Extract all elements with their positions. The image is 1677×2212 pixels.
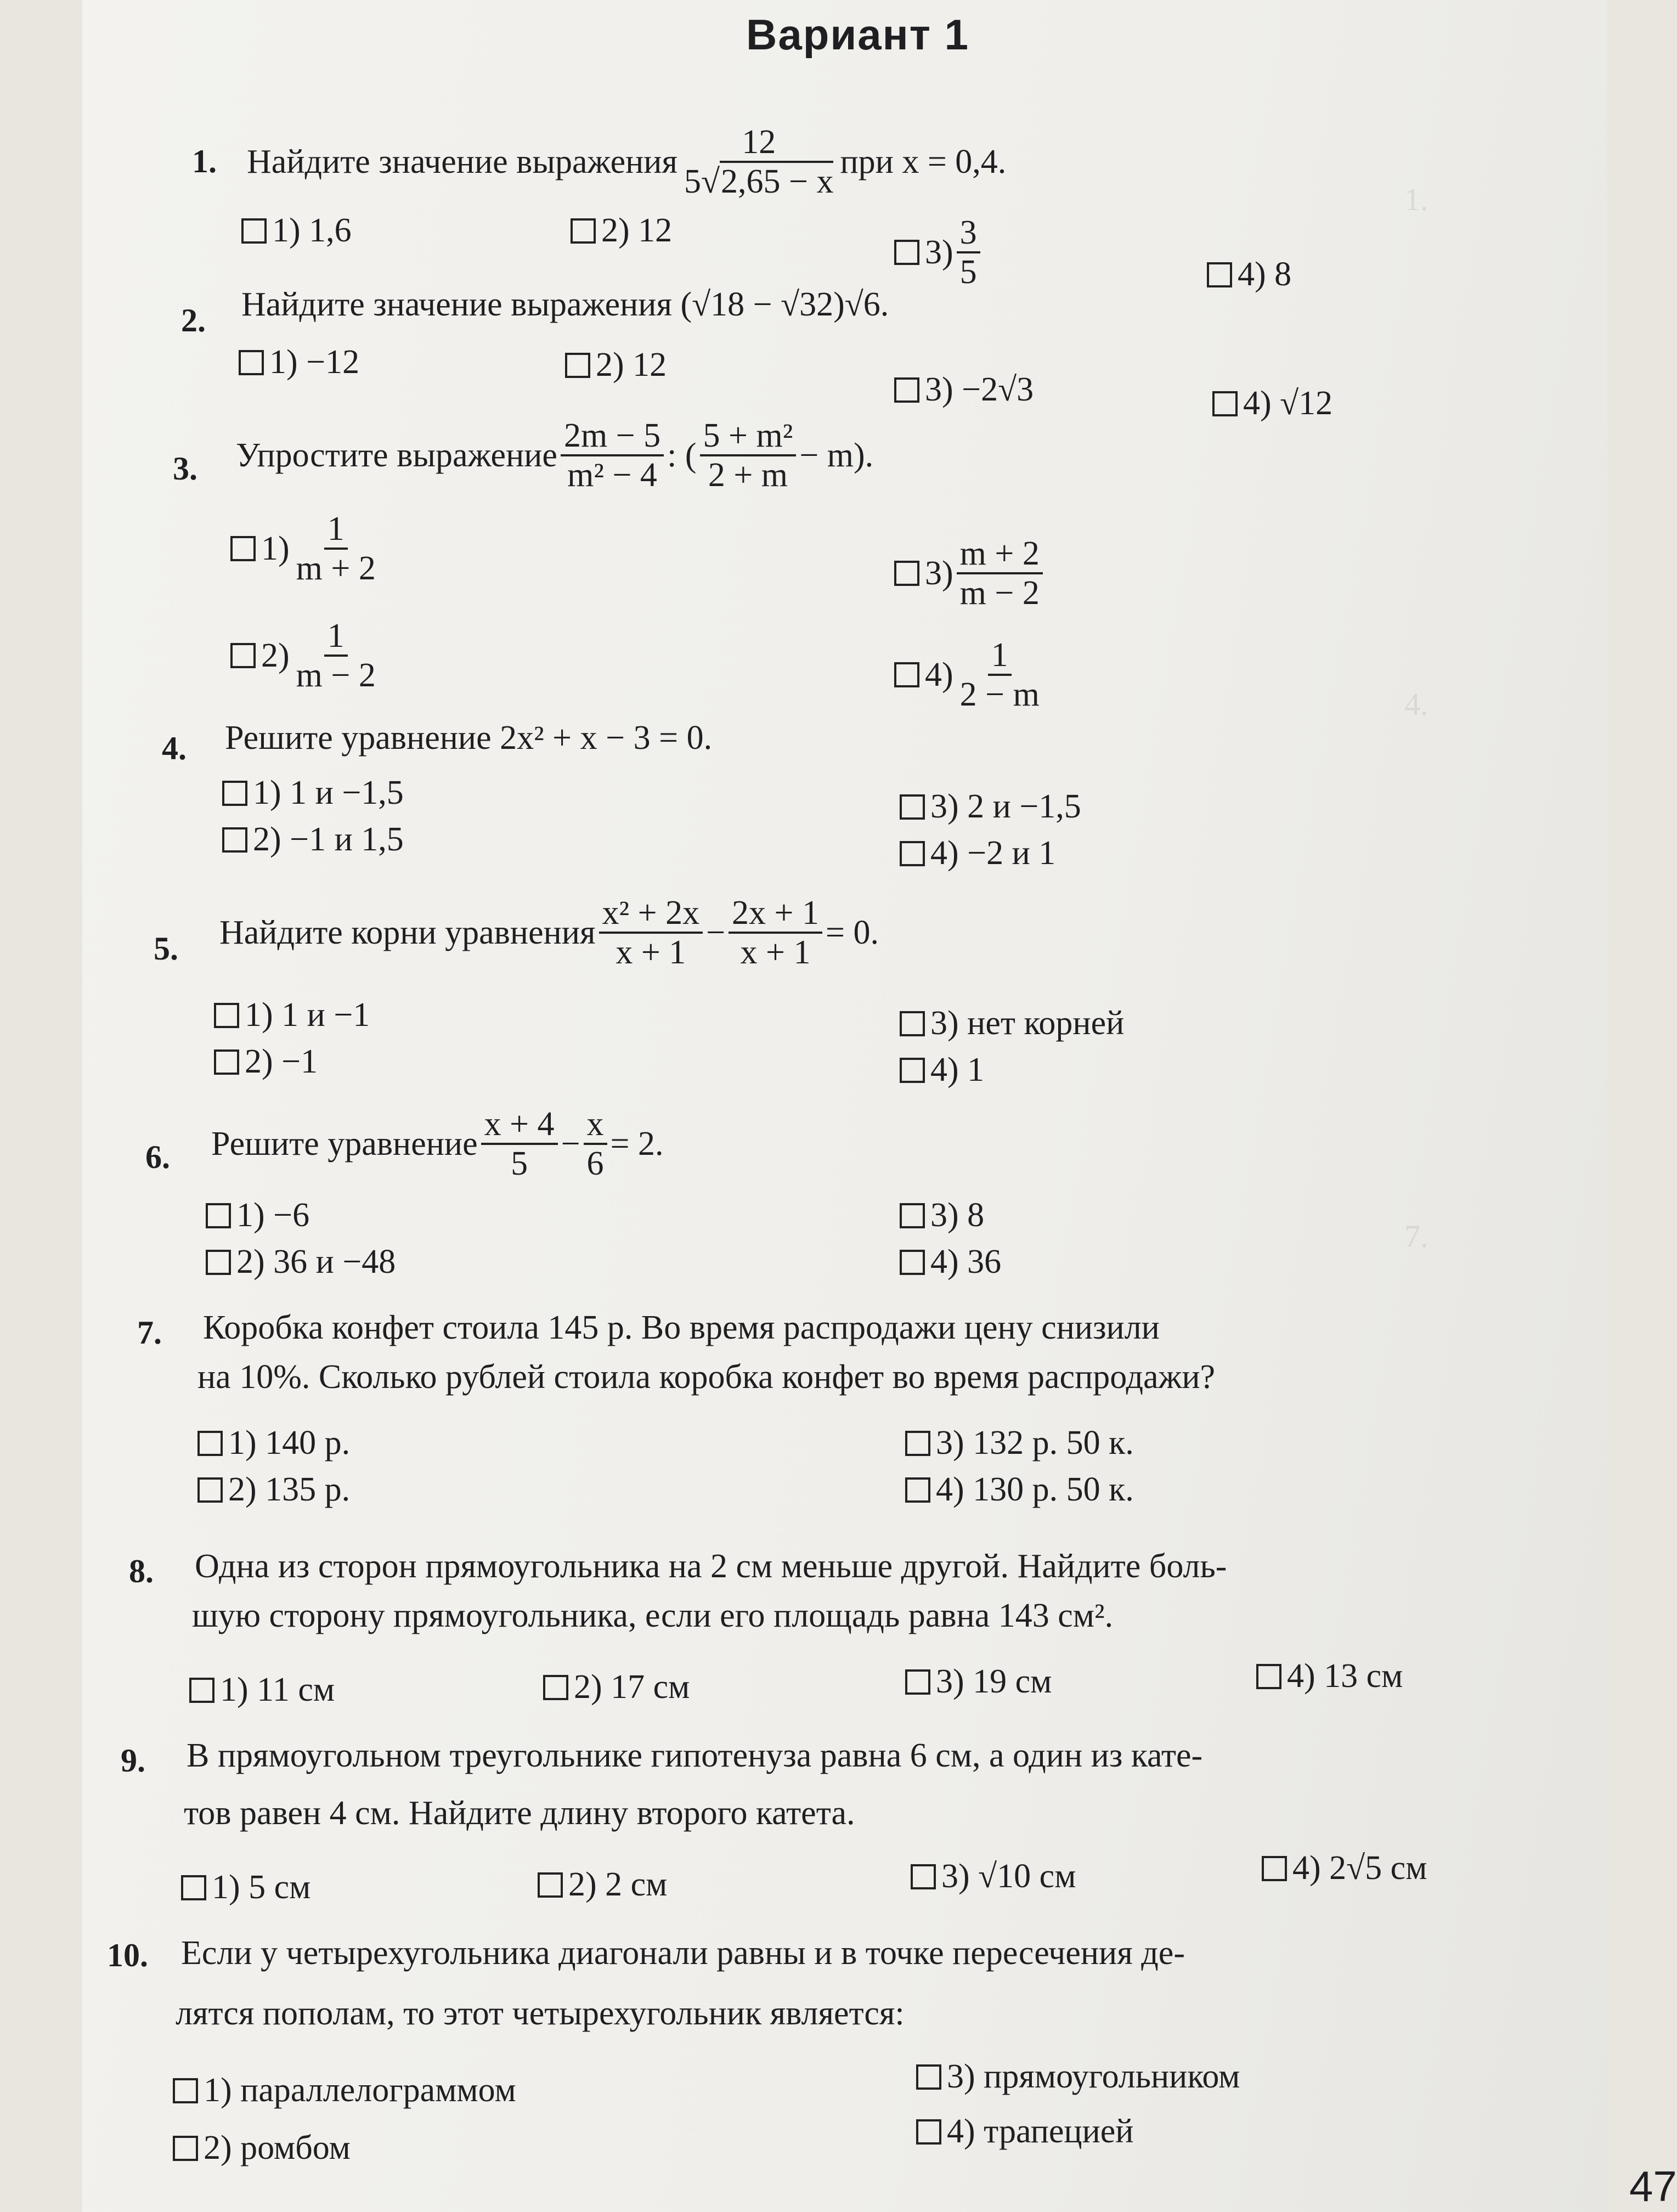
task-8-line-2: шую сторону прямоугольника, если его площадь равна 143 см². [192, 1597, 1114, 1634]
task-6-number: 6. [145, 1139, 170, 1175]
denominator: m² − 4 [567, 456, 657, 494]
checkbox[interactable] [214, 1003, 239, 1028]
task-7-number: 7. [137, 1314, 162, 1351]
checkbox[interactable] [905, 1431, 930, 1456]
task-3-number: 3. [173, 450, 197, 487]
task-4-number: 4. [162, 730, 187, 766]
task-8-option-3[interactable] [905, 1662, 1052, 1701]
checkbox[interactable] [543, 1675, 568, 1700]
checkbox[interactable] [197, 1477, 223, 1503]
task-2-option-3[interactable] [894, 370, 1034, 409]
checkbox[interactable] [222, 781, 247, 806]
task-5-tail: = 0. [826, 913, 879, 951]
task-1-option-1[interactable] [241, 211, 352, 250]
checkbox[interactable] [900, 1203, 925, 1228]
option-label: 1) параллелограммом [204, 2072, 516, 2109]
task-5-minus: − [706, 913, 726, 951]
option-label: 4) √12 [1243, 385, 1333, 422]
option-label: 4) 2√5 см [1292, 1849, 1427, 1887]
checkbox[interactable] [900, 1058, 925, 1083]
task-3-fraction-1 [561, 417, 664, 494]
denominator: x + 1 [616, 934, 686, 972]
option-label: 2) 2 см [568, 1866, 668, 1903]
task-2-number: 2. [181, 302, 206, 338]
option-label: 1) 140 р. [228, 1424, 351, 1462]
page-title: Вариант 1 [746, 10, 970, 59]
task-1-expression [681, 123, 837, 200]
task-3-tail: − m). [799, 436, 874, 474]
task-2-option-1[interactable] [239, 343, 359, 382]
checkbox[interactable] [900, 1011, 925, 1036]
task-8-line-1: Одна из сторон прямоугольника на 2 см меньше другой. Найдите боль- [195, 1548, 1227, 1585]
task-1-tail: при x = 0,4. [840, 143, 1007, 180]
denominator: 2 + m [708, 456, 788, 494]
task-6-question [211, 1105, 664, 1182]
checkbox[interactable] [1207, 262, 1232, 287]
show-through-text: 7. [1404, 1218, 1428, 1254]
denominator: m − 2 [959, 574, 1040, 612]
task-3-text: Упростите выражение [236, 436, 557, 474]
task-10-option-1[interactable] [173, 2071, 516, 2110]
task-1-option-4[interactable] [1207, 255, 1291, 294]
checkbox[interactable] [189, 1678, 214, 1703]
task-8-number: 8. [129, 1553, 154, 1589]
task-3-option-4[interactable] [894, 636, 1046, 713]
option-label: 2) 36 и −48 [236, 1243, 396, 1280]
checkbox[interactable] [900, 1250, 925, 1275]
checkbox[interactable] [206, 1250, 231, 1275]
option-label: 4) 1 [930, 1051, 985, 1088]
task-3-option-1[interactable] [230, 510, 382, 587]
task-7-line-1: Коробка конфет стоила 145 р. Во время распродажи цену снизили [203, 1309, 1160, 1346]
numerator: x² + 2x [599, 894, 703, 934]
option-fraction [293, 617, 379, 694]
task-3-divide-open: : ( [667, 436, 697, 474]
task-1-number: 1. [192, 143, 217, 179]
checkbox[interactable] [1212, 391, 1238, 416]
task-9-line-1: В прямоугольном треугольнике гипотенуза равна 6 см, а один из кате- [187, 1737, 1203, 1774]
option-label: 2) 17 см [574, 1668, 690, 1706]
task-4-question: Решите уравнение 2x² + x − 3 = 0. [225, 719, 713, 757]
task-5-option-2[interactable] [214, 1042, 318, 1081]
task-9-option-3[interactable] [911, 1857, 1076, 1896]
option-label: 3) [925, 233, 953, 271]
option-label: 1) 1,6 [272, 212, 352, 249]
numerator: 1 [988, 636, 1012, 676]
task-8-option-1[interactable] [189, 1671, 335, 1709]
checkbox[interactable] [905, 1477, 930, 1503]
option-label: 1) [261, 529, 290, 567]
task-5-option-1[interactable] [214, 996, 370, 1035]
option-label: 4) 8 [1238, 256, 1292, 293]
task-1-option-3[interactable] [894, 214, 984, 291]
checkbox[interactable] [230, 536, 256, 561]
task-1-expr-radicand: 2,65 − x [720, 161, 833, 200]
checkbox[interactable] [239, 350, 264, 375]
task-9-option-4[interactable] [1262, 1849, 1427, 1888]
option-label: 3) 132 р. 50 к. [936, 1424, 1134, 1462]
option-label: 3) 8 [930, 1197, 985, 1234]
show-through-text: 1. [1404, 182, 1428, 217]
option-label: 4) [925, 656, 953, 693]
task-5-text: Найдите корни уравнения [219, 913, 596, 951]
task-6-option-4[interactable] [900, 1243, 1001, 1282]
task-9-number: 9. [121, 1742, 145, 1779]
option-label: 3) 19 см [936, 1663, 1052, 1700]
checkbox[interactable] [1256, 1664, 1281, 1689]
checkbox[interactable] [1262, 1856, 1287, 1881]
task-7-option-2[interactable] [197, 1470, 350, 1509]
task-1-text: Найдите значение выражения [247, 143, 677, 180]
numerator: 3 [957, 214, 980, 253]
option-label: 4) 36 [930, 1243, 1002, 1280]
task-6-tail: = 2. [610, 1125, 664, 1163]
task-5-fraction-2 [729, 894, 822, 971]
task-1-expr-numerator: 12 [738, 123, 779, 163]
checkbox[interactable] [214, 1049, 239, 1075]
page-number: 47 [1629, 2162, 1677, 2210]
option-label: 1) 1 и −1 [245, 996, 370, 1034]
task-9-option-2[interactable] [538, 1865, 667, 1904]
task-5-fraction-1 [599, 894, 703, 971]
option-label: 3) √10 см [941, 1858, 1076, 1895]
task-8-option-4[interactable] [1256, 1657, 1403, 1696]
option-label: 3) нет корней [930, 1005, 1125, 1042]
denominator: 6 [586, 1145, 604, 1183]
option-label: 3) прямоугольником [947, 2058, 1240, 2095]
numerator: 2x + 1 [729, 894, 822, 934]
task-2-option-4[interactable] [1212, 384, 1332, 423]
denominator: m + 2 [296, 550, 376, 588]
option-label: 1) −12 [269, 343, 360, 381]
task-1-expr-coef: 5 [684, 163, 701, 201]
checkbox[interactable] [571, 218, 596, 244]
checkbox[interactable] [538, 1872, 563, 1898]
option-label: 3) 2 и −1,5 [930, 788, 1081, 825]
option-label: 4) 13 см [1287, 1657, 1403, 1695]
option-label: 2) −1 [245, 1043, 318, 1080]
checkbox[interactable] [565, 353, 590, 378]
task-1-expr-denominator: 5√2,65 − x [681, 163, 837, 200]
option-label: 1) −6 [236, 1197, 310, 1234]
task-3-option-3[interactable] [894, 535, 1046, 612]
checkbox[interactable] [181, 1875, 206, 1900]
task-7-line-2: на 10%. Сколько рублей стоила коробка конфет во время распродажи? [197, 1358, 1216, 1396]
numerator: 1 [324, 510, 348, 550]
task-2-option-2[interactable] [565, 346, 667, 385]
checkbox[interactable] [173, 2078, 198, 2103]
denominator: 2 − m [959, 676, 1040, 714]
checkbox[interactable] [905, 1669, 930, 1695]
task-6-minus: − [561, 1125, 580, 1163]
option-fraction [957, 636, 1043, 713]
denominator: m − 2 [296, 657, 376, 695]
numerator: x + 4 [481, 1105, 558, 1145]
task-10-option-2[interactable] [173, 2129, 351, 2168]
numerator: 2m − 5 [561, 417, 664, 456]
checkbox[interactable] [916, 2064, 941, 2090]
option-fraction [957, 535, 1043, 612]
task-3-fraction-2 [700, 417, 797, 494]
checkbox[interactable] [916, 2119, 941, 2145]
option-label: 4) трапецией [947, 2113, 1134, 2150]
checkbox[interactable] [911, 1864, 936, 1889]
task-9-line-2: тов равен 4 см. Найдите длину второго катета. [184, 1795, 855, 1832]
task-6-fraction-2 [584, 1105, 607, 1182]
task-5-option-3[interactable] [900, 1004, 1124, 1043]
task-10-option-4[interactable] [916, 2112, 1133, 2151]
numerator: x [584, 1105, 607, 1145]
task-1-question [247, 123, 1006, 200]
task-4-option-3[interactable] [900, 787, 1081, 826]
option-label: 3) [925, 554, 953, 592]
option-label: 4) −2 и 1 [930, 834, 1056, 872]
checkbox[interactable] [222, 827, 247, 853]
option-fraction [293, 510, 379, 587]
task-5-option-4[interactable] [900, 1051, 984, 1090]
task-3-question [236, 417, 873, 494]
task-7-option-1[interactable] [197, 1424, 350, 1463]
option-label: 2) 12 [596, 346, 667, 383]
checkbox[interactable] [894, 662, 919, 687]
option-label: 2) [261, 636, 290, 674]
task-10-option-3[interactable] [916, 2057, 1240, 2096]
checkbox[interactable] [197, 1431, 223, 1456]
checkbox[interactable] [900, 794, 925, 820]
task-6-option-3[interactable] [900, 1196, 984, 1235]
task-6-fraction-1 [481, 1105, 558, 1182]
task-6-option-2[interactable] [206, 1243, 396, 1282]
numerator: 5 + m² [700, 417, 797, 456]
option-label: 2) ромбом [204, 2129, 351, 2166]
option-label: 1) 5 см [212, 1869, 311, 1906]
task-2-question: Найдите значение выражения (√18 − √32)√6. [241, 286, 889, 323]
option-label: 3) −2√3 [925, 371, 1034, 408]
checkbox[interactable] [173, 2136, 198, 2161]
option-label: 2) 135 р. [228, 1471, 351, 1508]
task-6-option-1[interactable] [206, 1196, 309, 1235]
denominator: 5 [511, 1145, 528, 1183]
task-10-line-2: лятся пополам, то этот четырехугольник является: [176, 1995, 905, 2032]
task-5-number: 5. [154, 930, 178, 967]
task-4-option-4[interactable] [900, 834, 1055, 873]
task-10-line-1: Если у четырехугольника диагонали равны и в точке пересечения де- [181, 1934, 1185, 1972]
checkbox[interactable] [894, 240, 919, 265]
option-label: 2) −1 и 1,5 [253, 821, 404, 858]
show-through-text: 4. [1404, 686, 1428, 722]
denominator: 5 [959, 253, 977, 291]
checkbox[interactable] [894, 377, 919, 403]
option-label: 1) 11 см [220, 1671, 335, 1708]
checkbox[interactable] [206, 1203, 231, 1228]
option-fraction [957, 214, 980, 291]
task-8-option-2[interactable] [543, 1668, 690, 1707]
task-7-option-3[interactable] [905, 1424, 1134, 1463]
task-1-option-2[interactable] [571, 211, 672, 250]
task-9-option-1[interactable] [181, 1868, 310, 1907]
option-label: 2) 12 [601, 212, 673, 249]
checkbox[interactable] [241, 218, 267, 244]
checkbox[interactable] [894, 561, 919, 586]
task-6-text: Решите уравнение [211, 1125, 478, 1163]
worksheet-page [82, 0, 1677, 2212]
task-5-question [219, 894, 879, 971]
checkbox[interactable] [230, 643, 256, 668]
option-label: 1) 1 и −1,5 [253, 774, 404, 811]
task-10-number: 10. [107, 1937, 148, 1973]
task-4-option-1[interactable] [222, 774, 404, 812]
denominator: x + 1 [740, 934, 811, 972]
numerator: m + 2 [957, 535, 1043, 574]
task-4-option-2[interactable] [222, 820, 404, 859]
task-7-option-4[interactable] [905, 1470, 1134, 1509]
checkbox[interactable] [900, 841, 925, 866]
numerator: 1 [324, 617, 348, 657]
option-label: 4) 130 р. 50 к. [936, 1471, 1134, 1508]
task-3-option-2[interactable] [230, 617, 382, 694]
